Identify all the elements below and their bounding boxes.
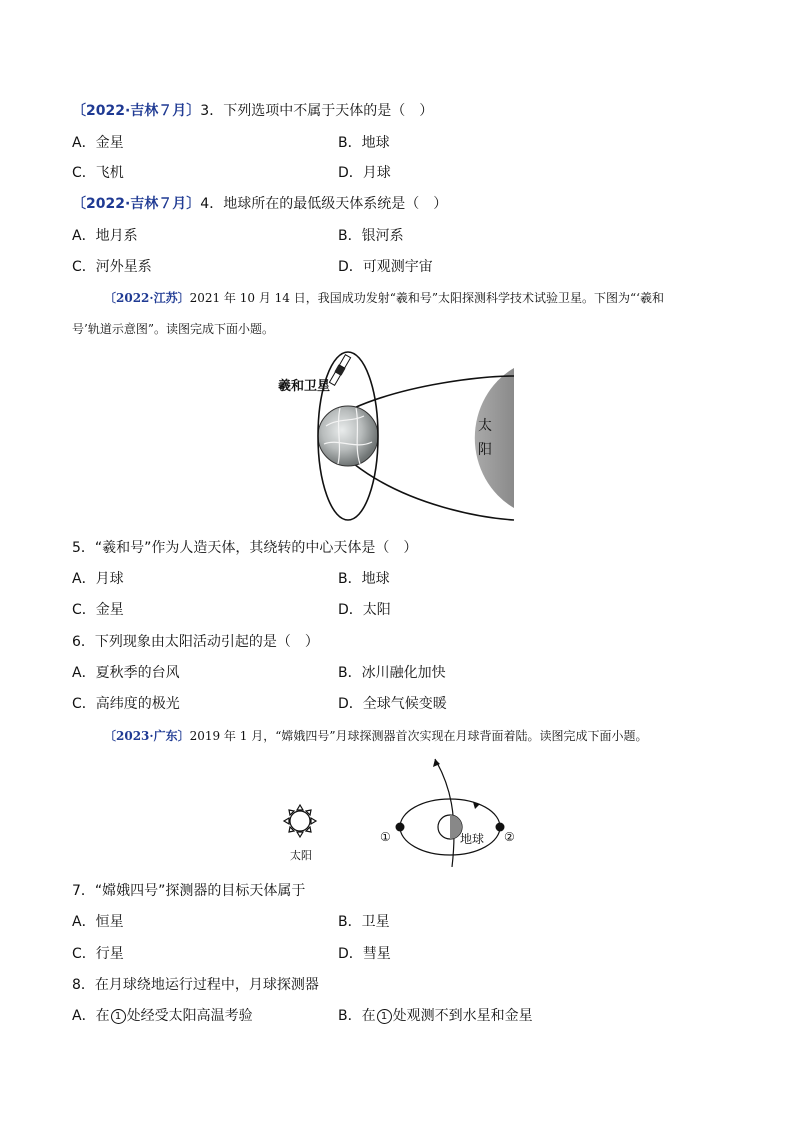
q6-option-c: C．高纬度的极光 — [72, 696, 180, 712]
q3-option-c: C．飞机 — [72, 165, 124, 181]
question-source: 〔2022·吉林７月〕 — [72, 103, 201, 119]
passage-text: 2021 年 10 月 14 日，我国成功发射“羲和号”太阳探测科学技术试验卫星。下图为“‘羲和 — [189, 291, 664, 305]
q7-option-b: B．卫星 — [338, 914, 390, 930]
q4-option-d: D．可观测宇宙 — [338, 259, 433, 275]
moon-orbit-figure — [270, 755, 530, 867]
q5-option-c: C．金星 — [72, 602, 124, 618]
question-6: 6．下列现象由太阳活动引起的是（ ） — [72, 634, 319, 650]
q4-option-a: A．地月系 — [72, 228, 138, 244]
q7-option-d: D．彗星 — [338, 946, 391, 962]
sun-label: 太阳 — [290, 849, 312, 862]
q6-option-a: A．夏秋季的台风 — [72, 665, 180, 681]
q4-option-b: B．银河系 — [338, 228, 404, 244]
sun-label-bottom: 阳 — [478, 442, 492, 458]
q8-option-a — [72, 1007, 253, 1025]
q5-option-b: B．地球 — [338, 571, 390, 587]
option-prefix: B．在 — [338, 1008, 376, 1024]
q6-option-d: D．全球气候变暖 — [338, 696, 447, 712]
q7-option-c: C．行星 — [72, 946, 124, 962]
question-stem: 4．地球所在的最低级天体系统是（ ） — [200, 196, 448, 212]
q6-option-b: B．冰川融化加快 — [338, 665, 446, 681]
q5-option-d: D．太阳 — [338, 602, 391, 618]
satellite-icon — [329, 354, 352, 386]
question-stem: 3．下列选项中不属于天体的是（ ） — [200, 103, 434, 119]
jiangsu-passage-line-2: 号’轨道示意图”。读图完成下面小题。 — [72, 322, 274, 336]
question-source: 〔2022·吉林７月〕 — [72, 196, 201, 212]
q3-option-d: D．月球 — [338, 165, 391, 181]
q4-option-c: C．河外星系 — [72, 259, 152, 275]
earth-orbit-arc — [435, 759, 454, 867]
earth-globe — [318, 406, 378, 466]
guangdong-passage — [104, 727, 647, 745]
q5-option-a: A．月球 — [72, 571, 124, 587]
q3-option-b: B．地球 — [338, 135, 390, 151]
passage-text: 2019 年 1 月，“嫦娥四号”月球探测器首次实现在月球背面着陆。读图完成下面小题。 — [189, 729, 648, 743]
question-5: 5．“羲和号”作为人造天体，其绕转的中心天体是（ ） — [72, 540, 418, 556]
option-prefix: A．在 — [72, 1008, 110, 1024]
q8-option-b — [338, 1007, 533, 1025]
option-text: 处观测不到水星和金星 — [392, 1008, 533, 1024]
question-4 — [72, 195, 447, 213]
satellite-label: 羲和卫星 — [278, 379, 331, 394]
passage-source: 〔2022·江苏〕 — [104, 291, 190, 305]
sun-shape — [475, 368, 514, 508]
passage-source: 〔2023·广东〕 — [104, 729, 190, 743]
xihe-orbit-figure — [268, 346, 520, 526]
earth-label: 地球 — [460, 832, 485, 846]
jiangsu-passage-line-1 — [104, 289, 664, 307]
q3-option-a: A．金星 — [72, 135, 124, 151]
question-7: 7．“嫦娥四号”探测器的目标天体属于 — [72, 883, 306, 899]
option-text: 处经受太阳高温考验 — [126, 1008, 253, 1024]
position-2-label: ② — [504, 830, 515, 844]
circled-number: 1 — [111, 1009, 126, 1024]
sun-label-top: 太 — [478, 418, 492, 434]
moon-position-1 — [396, 823, 405, 832]
q7-option-a: A．恒星 — [72, 914, 124, 930]
moon-orbit-arrow — [473, 802, 480, 809]
question-3 — [72, 102, 433, 120]
circled-number: 1 — [377, 1009, 392, 1024]
position-1-label: ① — [380, 830, 391, 844]
sun-icon — [284, 805, 316, 837]
question-8: 8．在月球绕地运行过程中，月球探测器 — [72, 977, 319, 993]
